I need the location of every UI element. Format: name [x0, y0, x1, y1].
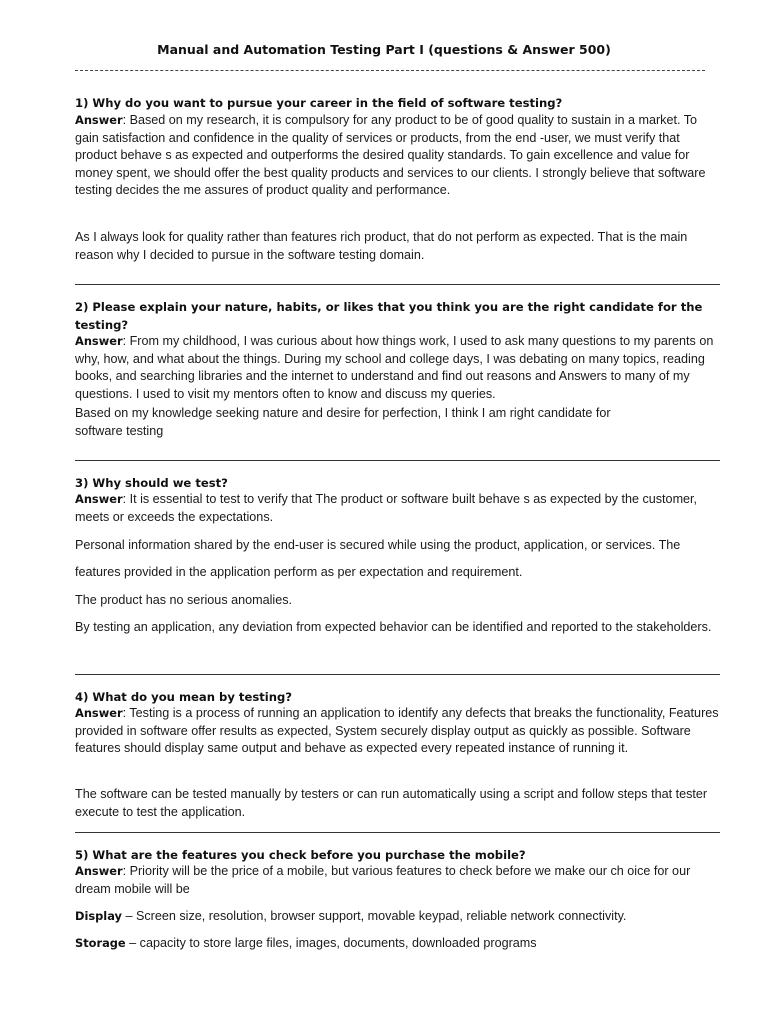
display-text: – Screen size, resolution, browser support, movable keypad, reliable network connectivity. [121, 909, 627, 923]
question-1-answer [75, 112, 720, 200]
question-3-paragraph-5: By testing an application, any deviation from expected behavior can be identified and reported to the stakeholders. [75, 620, 712, 634]
question-2-answer [75, 333, 720, 403]
question-4-paragraph-2: The software can be tested manually by testers or can run automatically using a script and follow steps that tester execute to test the application. [75, 787, 708, 819]
section-divider [75, 832, 720, 833]
storage-label: Storage [75, 936, 126, 950]
section-divider [75, 460, 720, 461]
question-3-paragraph-3: features provided in the application perform as per expectation and requirement. [75, 565, 523, 579]
question-1-heading: 1) Why do you want to pursue your career in the field of software testing? [75, 96, 563, 110]
storage-text: – capacity to store large files, images, documents, downloaded programs [125, 936, 537, 950]
question-3-answer [75, 491, 720, 526]
section-divider [75, 284, 720, 285]
question-3-heading: 3) Why should we test? [75, 476, 228, 490]
question-1-paragraph-2: As I always look for quality rather than features rich product, that do not perform as expected. That is the main reason why I decided to pursue in the software testing domain. [75, 230, 688, 262]
answer-label: Answer [75, 113, 123, 127]
question-2-heading: 2) Please explain your nature, habits, or likes that you think you are the right candidate for the testing? [75, 300, 703, 332]
question-5-answer [75, 863, 720, 898]
answer-label: Answer [75, 334, 123, 348]
question-2-answer-text: : From my childhood, I was curious about how things work, I used to ask many questions to my parents on why, how, and what about the things. During my school and college days, I was debating on many topics, reading books, and searching libraries and the internet to understand and find out reasons and Answers to many of my questions. I used to visit my mentors often to know and discuss my queries. [75, 334, 714, 401]
dashed-divider [75, 70, 705, 71]
question-2-answer-continued: Based on my knowledge seeking nature and desire for perfection, I think I am right candidate for software testing [75, 406, 611, 438]
display-label: Display [75, 909, 122, 923]
question-4-answer-text: : Testing is a process of running an application to identify any defects that breaks the functionality, Features provided in software offer results as expected, System securely display output as quickly as possible. Software features should display same output and behave as expected every repeated instance of running it. [75, 706, 719, 756]
storage-feature [75, 935, 720, 953]
question-4-answer [75, 705, 720, 758]
question-1-answer-text: : Based on my research, it is compulsory for any product to be of good quality to sustain in a market. To gain satisfaction and confidence in the quality of services or products, from the end -user, we must verify that product behave s as expected and outperforms the desired quality standards. To gain excellence and value for money spent, we should offer the best quality products and services to our clients. I strongly believe that software testing decides the me assures of product quality and performance. [75, 113, 706, 198]
answer-label: Answer [75, 706, 123, 720]
question-3-answer-text: : It is essential to test to verify that The product or software built behave s as expected by the customer, meets or exceeds the expectations. [75, 492, 698, 524]
document-title: Manual and Automation Testing Part I (questions & Answer 500) [157, 42, 611, 57]
question-3-paragraph-4: The product has no serious anomalies. [75, 593, 293, 607]
answer-label: Answer [75, 492, 123, 506]
question-3-paragraph-2: Personal information shared by the end-user is secured while using the product, application, or services. The [75, 538, 681, 552]
section-divider [75, 674, 720, 675]
display-feature [75, 908, 720, 926]
question-4-heading: 4) What do you mean by testing? [75, 690, 293, 704]
answer-label: Answer [75, 864, 123, 878]
question-5-answer-text: : Priority will be the price of a mobile, but various features to check before we make our ch oice for our dream mobile will be [75, 864, 691, 896]
question-5-heading: 5) What are the features you check before you purchase the mobile? [75, 848, 526, 862]
